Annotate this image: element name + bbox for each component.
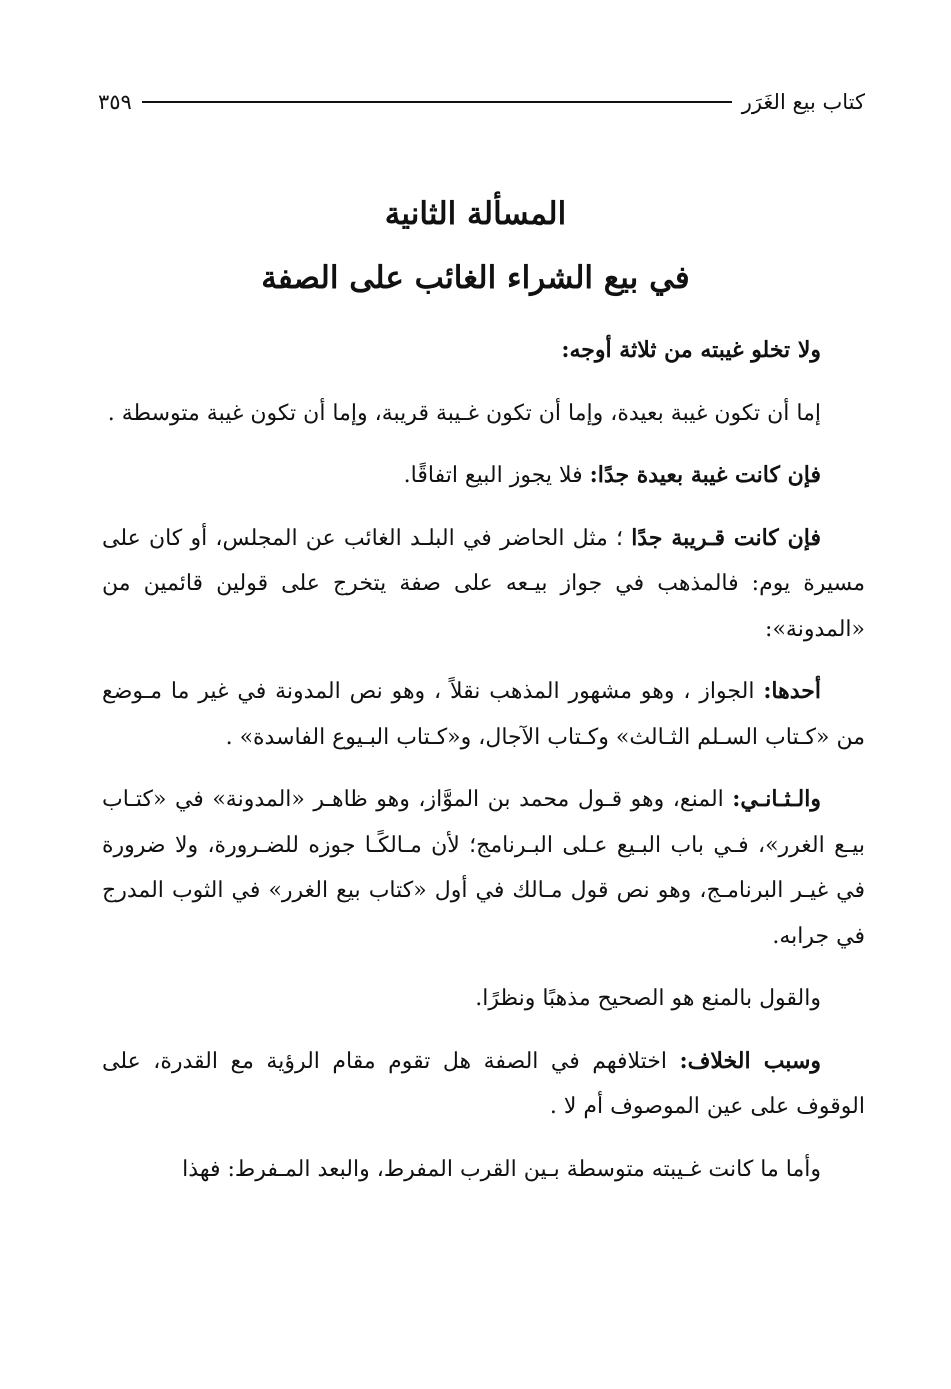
- paragraph: [102, 516, 865, 653]
- paragraph: [102, 328, 865, 374]
- paragraph-lead: ولا تخلو غيبته من ثلاثة أوجه:: [561, 337, 821, 363]
- paragraph-lead: أحدها:: [763, 678, 821, 704]
- paragraph: [102, 976, 865, 1022]
- paragraph-text: وأما ما كانت غـيبته متوسطة بـين القرب المفرط، والبعد المـفرط: فهذا: [182, 1156, 821, 1182]
- paragraph-text: والقول بالمنع هو الصحيح مذهبًا ونظرًا.: [475, 986, 821, 1011]
- paragraph-lead: فإن كانت قـريبة جدًا: [631, 524, 821, 551]
- paragraph-lead: والـثـانـي:: [732, 786, 821, 812]
- paragraph: [102, 1039, 865, 1130]
- section-title: المسألة الثانية: [384, 196, 567, 232]
- page-number: ٣٥٩: [98, 90, 132, 114]
- paragraph-text: اختلافهم في الصفة هل تقوم مقام الرؤية مع القدرة، على الوقوف على عين الموصوف أم لا .: [102, 1048, 865, 1119]
- paragraph-text: ؛ مثل الحاضر في البلـد الغائب عن المجلس، أو كان على مسيرة يوم: فالمذهب في جواز بيـعه على صفة يتخرج على قولين قائمين من «المدونة»:: [102, 525, 865, 642]
- paragraph-text: الجواز ، وهو مشهور المذهب نقلاً ، وهو نص المدونة في غير ما مـوضع من «كـتاب السـلم الثـالث» وكـتاب الآجال، و«كـتاب البـيوع الفاسدة» .: [102, 679, 865, 750]
- paragraph: [102, 669, 865, 760]
- paragraph-text: فلا يجوز البيع اتفاقًا.: [403, 463, 590, 488]
- paragraph: [102, 391, 865, 437]
- paragraph: [102, 1147, 865, 1193]
- header-rule: [142, 101, 732, 103]
- running-header: [98, 84, 865, 120]
- paragraph-lead: وسبب الخلاف:: [679, 1047, 821, 1074]
- paragraph-text: المنع، وهو قـول محمد بن الموَّاز، وهو ظاهـر «المدونة» في «كتـاب بيـع الغرر»، فـي باب البـيع عـلى البـرنامج؛ لأن مـالكًـا جوزه للضـرورة، ولا ضرورة في غيـر البرنامـج، وهو نص قول مـالك في أول «كتاب بيع الغرر» في الثوب المدرج في جرابه.: [102, 787, 865, 949]
- paragraph: [102, 453, 865, 499]
- paragraph-lead: فإن كانت غيبة بعيدة جدًا:: [589, 462, 821, 488]
- paragraph-text: إما أن تكون غيبة بعيدة، وإما أن تكون غـيبة قريبة، وإما أن تكون غيبة متوسطة .: [107, 400, 821, 426]
- section-subtitle: في بيع الشراء الغائب على الصفة: [261, 260, 690, 296]
- body-text: [102, 328, 865, 1209]
- paragraph: [102, 777, 865, 959]
- header-title: كتاب بيع الغَرَر: [741, 90, 865, 114]
